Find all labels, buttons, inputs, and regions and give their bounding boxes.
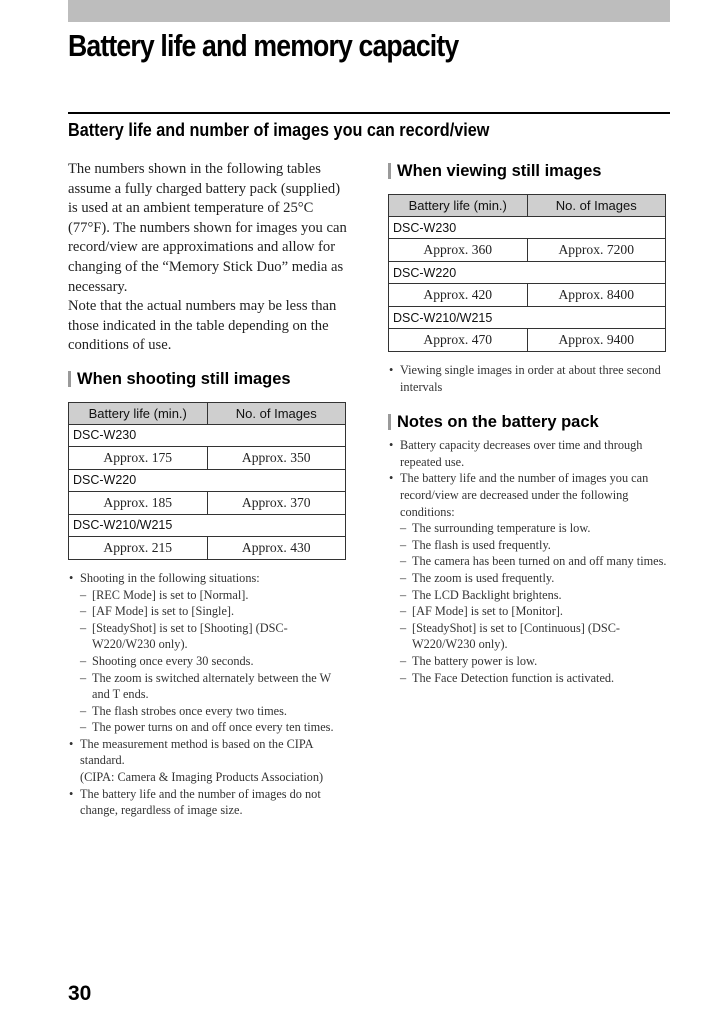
dash-icon: – [80,604,87,619]
condition-text: The surrounding temperature is low. [412,521,591,536]
images-cell: Approx. 8400 [527,284,666,307]
condition-text: The LCD Backlight brightens. [412,587,562,602]
table-row [69,491,346,514]
list-item [68,620,350,653]
right-column [388,160,670,686]
model-cell: DSC-W220 [69,469,346,491]
heading-marker [388,414,391,430]
battery-conditions [388,520,670,686]
images-cell: Approx. 7200 [527,239,666,262]
images-cell: Approx. 9400 [527,329,666,352]
dash-icon: – [400,521,407,536]
heading-marker [68,371,71,387]
table-row [69,446,346,469]
table-header-row [69,402,346,424]
battery-note-text: The battery life and the number of images you can record/view are decreased under the following conditions: [400,471,649,519]
cipa-note: The measurement method is based on the CIPA standard. [80,736,313,768]
page-title: Battery life and memory capacity [68,28,459,63]
condition-text: [AF Mode] is set to [Single]. [92,604,235,619]
list-item [388,362,670,395]
dash-icon: – [400,570,407,585]
bullet-icon: • [389,471,394,486]
intro-paragraph: The numbers shown in the following tables assume a fully charged battery pack (supplied) is used at an ambient temperature of 25°C (77°F). The numbers shown for images you can record/view are approximations and allow for changing of the “Memory Stick Duo” media as necessary. [68,161,347,295]
table-row-model [389,307,666,329]
battery-note-text: Battery capacity decreases over time and through repeated use. [400,438,643,469]
battery-life-cell: Approx. 470 [389,329,528,352]
viewing-table [388,194,666,352]
shooting-table [68,402,346,560]
list-item [388,553,670,570]
table-row [389,284,666,307]
table-row-model [69,424,346,446]
list-item [68,736,350,786]
list-item [68,587,350,604]
viewing-heading-label: When viewing still images [397,162,602,180]
model-cell: DSC-W220 [389,262,666,284]
condition-text: [REC Mode] is set to [Normal]. [92,587,249,602]
condition-text: The power turns on and off once every ten times. [92,720,334,735]
dash-icon: – [400,620,407,635]
battery-notes-heading-label: Notes on the battery pack [397,413,599,432]
condition-text: [SteadyShot] is set to [Continuous] (DSC-W220/W230 only). [412,620,621,652]
page-number: 30 [68,982,92,1005]
list-item [388,603,670,620]
table-row-model [69,469,346,491]
battery-life-cell: Approx. 185 [69,491,208,514]
model-cell: DSC-W210/W215 [69,514,346,536]
table-row [69,536,346,559]
dash-icon: – [80,720,87,735]
dash-icon: – [80,653,87,668]
list-item [388,537,670,554]
dash-icon: – [400,587,407,602]
list-item [388,437,670,470]
condition-text: The zoom is used frequently. [412,570,555,585]
viewing-notes [388,362,670,395]
condition-text: The battery power is low. [412,653,538,668]
list-item [68,570,350,736]
list-item [68,603,350,620]
shooting-heading [68,368,350,390]
table-row [389,239,666,262]
model-cell: DSC-W230 [389,217,666,239]
list-item [388,470,670,686]
condition-text: The camera has been turned on and off many times. [412,554,667,569]
heading-marker [388,163,391,179]
condition-text: The Face Detection function is activated. [412,670,615,685]
column-header-images: No. of Images [207,402,346,424]
bullet-icon: • [389,363,394,377]
column-header-battery-life: Battery life (min.) [389,195,528,217]
shooting-conditions [68,587,350,736]
condition-text: Shooting once every 30 seconds. [92,653,254,668]
list-item [388,620,670,653]
list-item [68,670,350,703]
section-divider [68,112,670,114]
list-item [388,570,670,587]
bullet-icon: • [69,786,74,801]
model-cell: DSC-W210/W215 [389,307,666,329]
list-item [388,587,670,604]
list-item [68,786,350,819]
dash-icon: – [400,653,407,668]
shooting-notes [68,570,350,819]
header-band [68,0,670,22]
conditions-intro: Shooting in the following situations: [80,570,260,585]
list-item [388,653,670,670]
condition-text: The flash strobes once every two times. [92,703,287,718]
bullet-icon: • [69,570,74,585]
table-row-model [389,262,666,284]
cipa-subnote: (CIPA: Camera & Imaging Products Association) [80,770,324,785]
dash-icon: – [80,587,87,602]
images-cell: Approx. 430 [207,536,346,559]
condition-text: The flash is used frequently. [412,537,551,552]
battery-life-cell: Approx. 360 [389,239,528,262]
model-cell: DSC-W230 [69,424,346,446]
list-item [388,670,670,687]
dash-icon: – [400,554,407,569]
shooting-heading-label: When shooting still images [77,369,291,388]
table-row [389,329,666,352]
battery-life-cell: Approx. 215 [69,536,208,559]
left-column [68,160,350,819]
condition-text: The zoom is switched alternately between the W and T ends. [92,670,331,702]
column-header-battery-life: Battery life (min.) [69,402,208,424]
images-cell: Approx. 370 [207,491,346,514]
battery-notes-heading [388,411,670,433]
viewing-note: Viewing single images in order at about three second intervals [400,363,661,394]
list-item [68,719,350,736]
condition-text: [AF Mode] is set to [Monitor]. [412,604,563,619]
intro-note: Note that the actual numbers may be less than those indicated in the table depending on the conditions of use. [68,298,337,354]
images-cell: Approx. 350 [207,446,346,469]
table-row-model [69,514,346,536]
dash-icon: – [80,703,87,718]
bullet-icon: • [389,438,394,453]
list-item [388,520,670,537]
bullet-icon: • [69,736,74,751]
dash-icon: – [400,670,407,685]
condition-text: [SteadyShot] is set to [Shooting] (DSC-W220/W230 only). [92,620,288,652]
battery-life-cell: Approx. 420 [389,284,528,307]
dash-icon: – [80,620,87,635]
dash-icon: – [400,604,407,619]
battery-notes [388,437,670,686]
list-item [68,703,350,720]
battery-life-cell: Approx. 175 [69,446,208,469]
size-note: The battery life and the number of images do not change, regardless of image size. [80,786,321,818]
dash-icon: – [80,670,87,685]
table-row-model [389,217,666,239]
section-heading: Battery life and number of images you can record/view [68,120,490,140]
viewing-heading [388,160,670,182]
list-item [68,653,350,670]
dash-icon: – [400,537,407,552]
table-header-row [389,195,666,217]
column-header-images: No. of Images [527,195,666,217]
